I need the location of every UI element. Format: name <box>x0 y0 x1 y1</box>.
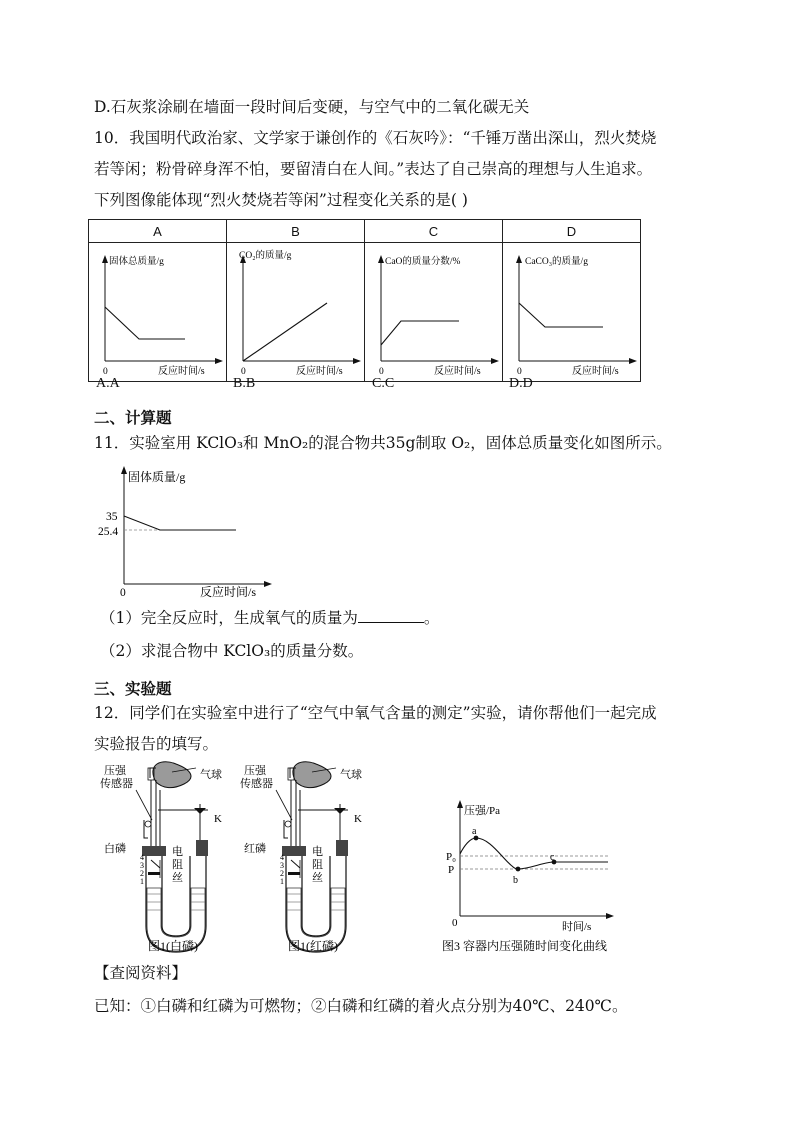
fig2-mark-4: 4 <box>280 853 284 862</box>
option-graph-d <box>503 243 641 382</box>
fig1-mark-1: 1 <box>140 877 144 886</box>
graph-d-ylabel: CaCO₃的质量/g <box>525 257 588 267</box>
q12-reference-line: 已知：①白磷和红磷为可燃物；②白磷和红磷的着火点分别为40℃、240℃。 <box>94 997 628 1015</box>
fig1-balloon-label: 气球 <box>200 769 222 781</box>
fig3-point-b: b <box>513 875 518 886</box>
option-graph-c <box>365 243 503 382</box>
fig3-xlabel: 时间/s <box>562 921 592 933</box>
fig1-wire-2: 阻 <box>172 859 183 871</box>
fig3-caption: 图3 容器内压强随时间变化曲线 <box>442 939 608 953</box>
graph-c-origin: 0 <box>379 367 384 376</box>
fig2-mark-2: 2 <box>280 869 284 878</box>
graph-c-ylabel: CaO的质量分数/% <box>385 257 461 267</box>
graph-d-xlabel: 反应时间/s <box>572 366 619 376</box>
figure-red-phosphorus-apparatus <box>240 760 370 960</box>
q11-tick-35: 35 <box>106 511 118 523</box>
fig2-mark-1: 1 <box>280 877 284 886</box>
graph-c-xlabel: 反应时间/s <box>434 366 481 376</box>
q10-stem-line3: 下列图像能体现“烈火焚烧若等闲”过程变化关系的是( ) <box>94 191 468 209</box>
fig1-mark-3: 3 <box>140 861 144 870</box>
q12-stem-line2: 实验报告的填写。 <box>94 735 219 753</box>
fig3-point-c: c <box>550 852 555 863</box>
graph-b-ylabel: CO₂的质量/g <box>239 251 292 261</box>
option-header-c: C <box>365 220 503 243</box>
q11-tick-25: 25.4 <box>98 526 119 538</box>
fig1-mark-4: 4 <box>140 853 144 862</box>
q11-sub2: （2）求混合物中 KClO₃的质量分数。 <box>100 642 364 660</box>
option-graph-b <box>227 243 365 382</box>
fig1-wire-1: 电 <box>172 846 183 858</box>
answer-blank[interactable] <box>358 606 424 623</box>
q11-chart-origin: 0 <box>120 587 126 599</box>
graph-b-origin: 0 <box>241 367 246 376</box>
fig2-sensor-line2: 传感器 <box>240 778 273 790</box>
q12-stem-line1: 12．同学们在实验室中进行了“空气中氧气含量的测定”实验，请你帮他们一起完成 <box>94 704 657 722</box>
q10-stem-line2: 若等闲；粉骨碎身浑不怕，要留清白在人间。”表达了自己崇高的理想与人生追求。 <box>94 160 653 178</box>
section-heading-experiment: 三、实验题 <box>94 679 172 698</box>
graph-d-origin: 0 <box>517 367 522 376</box>
answer-b[interactable]: B.B <box>233 376 256 391</box>
option-header-b: B <box>227 220 365 243</box>
graph-a-origin: 0 <box>103 367 108 376</box>
answer-d[interactable]: D.D <box>509 376 533 391</box>
q11-sub1-end: 。 <box>423 609 440 627</box>
fig2-valve-label: K <box>354 813 362 825</box>
option-graph-a <box>89 243 227 382</box>
fig1-sensor-line1: 压强 <box>104 765 126 777</box>
fig2-wire-2: 阻 <box>312 859 323 871</box>
fig3-origin: 0 <box>452 917 458 929</box>
q11-chart-ylabel: 固体质量/g <box>128 470 186 484</box>
graph-b-xlabel: 反应时间/s <box>296 366 343 376</box>
q10-options-table <box>88 219 641 382</box>
q12-reference-title: 【查阅资料】 <box>94 964 188 982</box>
q9-option-d: D.石灰浆涂刷在墙面一段时间后变硬，与空气中的二氧化碳无关 <box>94 98 530 116</box>
fig3-point-a: a <box>472 826 477 837</box>
fig2-mark-3: 3 <box>280 861 284 870</box>
q11-sub1-text: （1）完全反应时，生成氧气的质量为 <box>100 609 358 627</box>
fig2-balloon-label: 气球 <box>340 769 362 781</box>
fig2-caption: 图1(红磷) <box>288 939 338 953</box>
fig3-p-label: P <box>448 864 455 876</box>
option-header-d: D <box>503 220 641 243</box>
option-header-a: A <box>89 220 227 243</box>
fig2-phosphorus-label: 红磷 <box>244 843 266 855</box>
q10-stem-line1: 10．我国明代政治家、文学家于谦创作的《石灰吟》：“千锤万凿出深山，烈火焚烧 <box>94 129 657 147</box>
figure-white-phosphorus-apparatus <box>100 760 230 960</box>
fig1-phosphorus-label: 白磷 <box>104 843 126 855</box>
fig2-sensor-line1: 压强 <box>244 765 266 777</box>
fig3-p0-label: P₀ <box>446 851 456 863</box>
q11-mass-chart <box>96 460 276 600</box>
fig1-wire-3: 丝 <box>172 872 183 884</box>
fig1-sensor-line2: 传感器 <box>100 778 133 790</box>
answer-c[interactable]: C.C <box>372 376 395 391</box>
fig1-valve-label: K <box>214 813 222 825</box>
fig2-wire-1: 电 <box>312 846 323 858</box>
figure-pressure-curve <box>436 792 636 960</box>
section-heading-calc: 二、计算题 <box>94 408 172 427</box>
fig1-mark-2: 2 <box>140 869 144 878</box>
answer-a[interactable]: A.A <box>96 376 120 391</box>
graph-a-ylabel: 固体总质量/g <box>109 257 164 267</box>
fig1-caption: 图1(白磷) <box>148 939 198 953</box>
fig2-wire-3: 丝 <box>312 872 323 884</box>
q11-sub1 <box>100 606 439 629</box>
q11-stem: 11．实验室用 KClO₃和 MnO₂的混合物共35g制取 O₂，固体总质量变化如图所示。 <box>94 434 672 452</box>
fig3-ylabel: 压强/Pa <box>464 805 501 817</box>
graph-a-xlabel: 反应时间/s <box>158 366 205 376</box>
q11-chart-xlabel: 反应时间/s <box>200 585 257 599</box>
